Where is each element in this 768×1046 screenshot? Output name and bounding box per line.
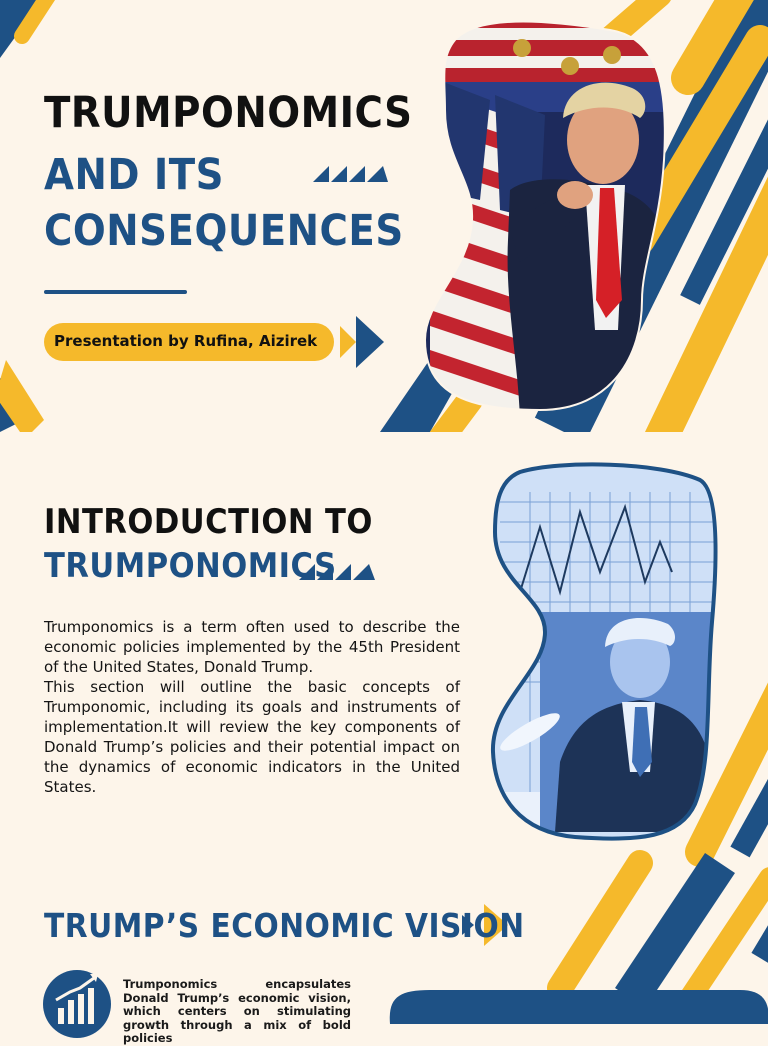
title-underline: [44, 290, 187, 294]
slide2-title-line1: INTRODUCTION TO: [44, 502, 373, 542]
slide3-title: TRUMP’S ECONOMIC VISION: [44, 906, 525, 945]
intro-paragraph-1: Trumponomics is a term often used to describe the economic policies implemented by the 45th President of the United States, Donald Trump.: [44, 618, 460, 676]
vision-blob: [390, 990, 768, 1024]
triangle-row-decoration: [313, 166, 388, 182]
introduction-body: [44, 617, 460, 797]
growth-chart-icon: [43, 970, 111, 1038]
intro-paragraph-2: This section will outline the basic concepts of Trumponomic, including its goals and instruments of implementation.It will review the key components of Donald Trump’s policies and their potential impact on the dynamics of economic indicators in the United States.: [44, 678, 460, 796]
slide1-title-line1: TRUMPONOMICS: [44, 88, 413, 138]
presenter-pill: [44, 323, 334, 361]
title-slide: [0, 0, 768, 432]
pill-arrow-yellow: [340, 326, 356, 358]
slide2-title-line2: TRUMPONOMICS: [44, 546, 337, 586]
slide1-title-line2: AND ITS: [44, 150, 225, 200]
trump-chart-illustration: [480, 452, 730, 852]
vision-slide-decoration: [0, 868, 768, 1024]
slide1-title-line3: CONSEQUENCES: [44, 206, 404, 256]
introduction-slide: [0, 432, 768, 868]
presenter-label: Presentation by Rufina, Aizirek: [54, 332, 318, 350]
trump-pointing-photo: [420, 10, 680, 420]
economic-vision-slide: [0, 868, 768, 1045]
vision-paragraph: Trumponomics encapsulates Donald Trump’s economic vision, which centers on stimulating growth through a mix of bold policies: [123, 977, 351, 1045]
pill-arrow-navy: [356, 316, 384, 368]
